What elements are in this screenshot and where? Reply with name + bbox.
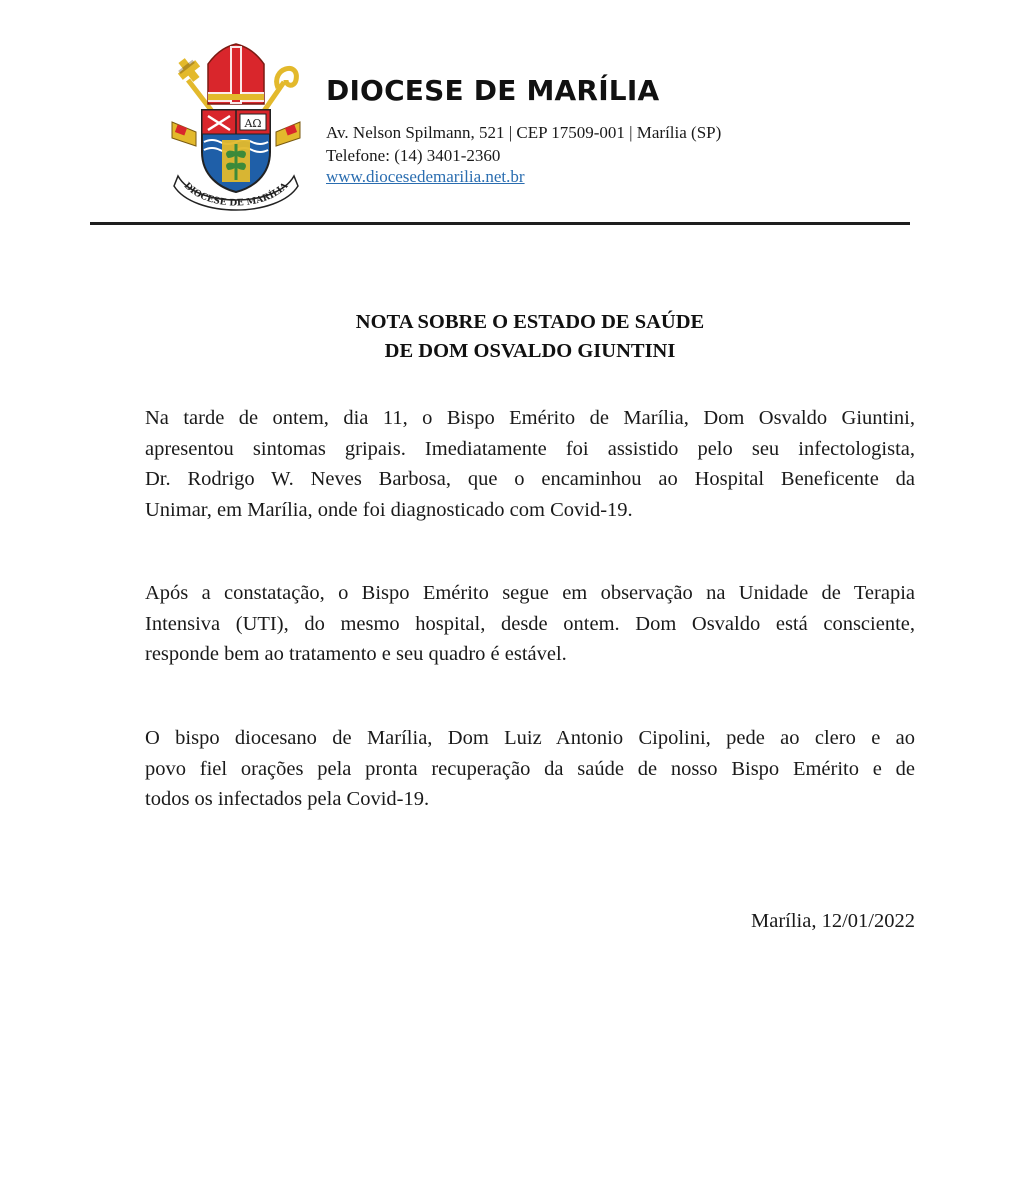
paragraph-line: todos os infectados pela Covid-19. — [145, 788, 430, 810]
svg-text:AΩ: AΩ — [244, 117, 262, 130]
paragraph-line: Na tarde de ontem, dia 11, o Bispo Emérito de Marília, Dom Osvaldo Giuntini, — [145, 407, 915, 429]
paragraph-1 — [145, 403, 915, 525]
organization-phone: Telefone: (14) 3401-2360 — [326, 146, 501, 165]
letterhead-divider — [90, 222, 910, 225]
paragraph-line: Após a constatação, o Bispo Emérito segue em observação na Unidade de Terapia — [145, 582, 915, 604]
note-title-line-2: DE DOM OSVALDO GIUNTINI — [384, 340, 676, 362]
dateline: Marília, 12/01/2022 — [751, 910, 915, 932]
letterhead — [0, 0, 1012, 240]
paragraph-line: Unimar, em Marília, onde foi diagnosticado com Covid-19. — [145, 498, 633, 521]
organization-name: DIOCESE DE MARÍLIA — [326, 74, 660, 107]
mitre-icon — [208, 44, 264, 104]
paragraph-line: Dr. Rodrigo W. Neves Barbosa, que o encaminhou ao Hospital Beneficente da — [145, 468, 915, 490]
organization-address: Av. Nelson Spilmann, 521 | CEP 17509-001 | Marília (SP) — [326, 123, 722, 142]
note-title-line-1: NOTA SOBRE O ESTADO DE SAÚDE — [355, 311, 705, 333]
shield-icon — [202, 110, 270, 192]
diocesan-coat-of-arms-icon — [166, 42, 306, 212]
paragraph-line: povo fiel orações pela pronta recuperação da saúde de nosso Bispo Emérito e de — [145, 757, 915, 780]
paragraph-line: O bispo diocesano de Marília, Dom Luiz Antonio Cipolini, pede ao clero e ao — [145, 727, 915, 749]
paragraph-2 — [145, 578, 915, 670]
paragraph-line: apresentou sintomas gripais. Imediatamente foi assistido pelo seu infectologista, — [145, 437, 915, 460]
organization-website-link[interactable]: www.diocesedemarilia.net.br — [326, 167, 525, 186]
paragraph-3 — [145, 723, 915, 815]
paragraph-line: Intensiva (UTI), do mesmo hospital, desde ontem. Dom Osvaldo está consciente, — [145, 612, 915, 635]
paragraph-line: responde bem ao tratamento e seu quadro é estável. — [145, 643, 567, 665]
svg-text:DIOCESE DE MARÍLIA: DIOCESE DE MARÍLIA — [181, 181, 291, 209]
